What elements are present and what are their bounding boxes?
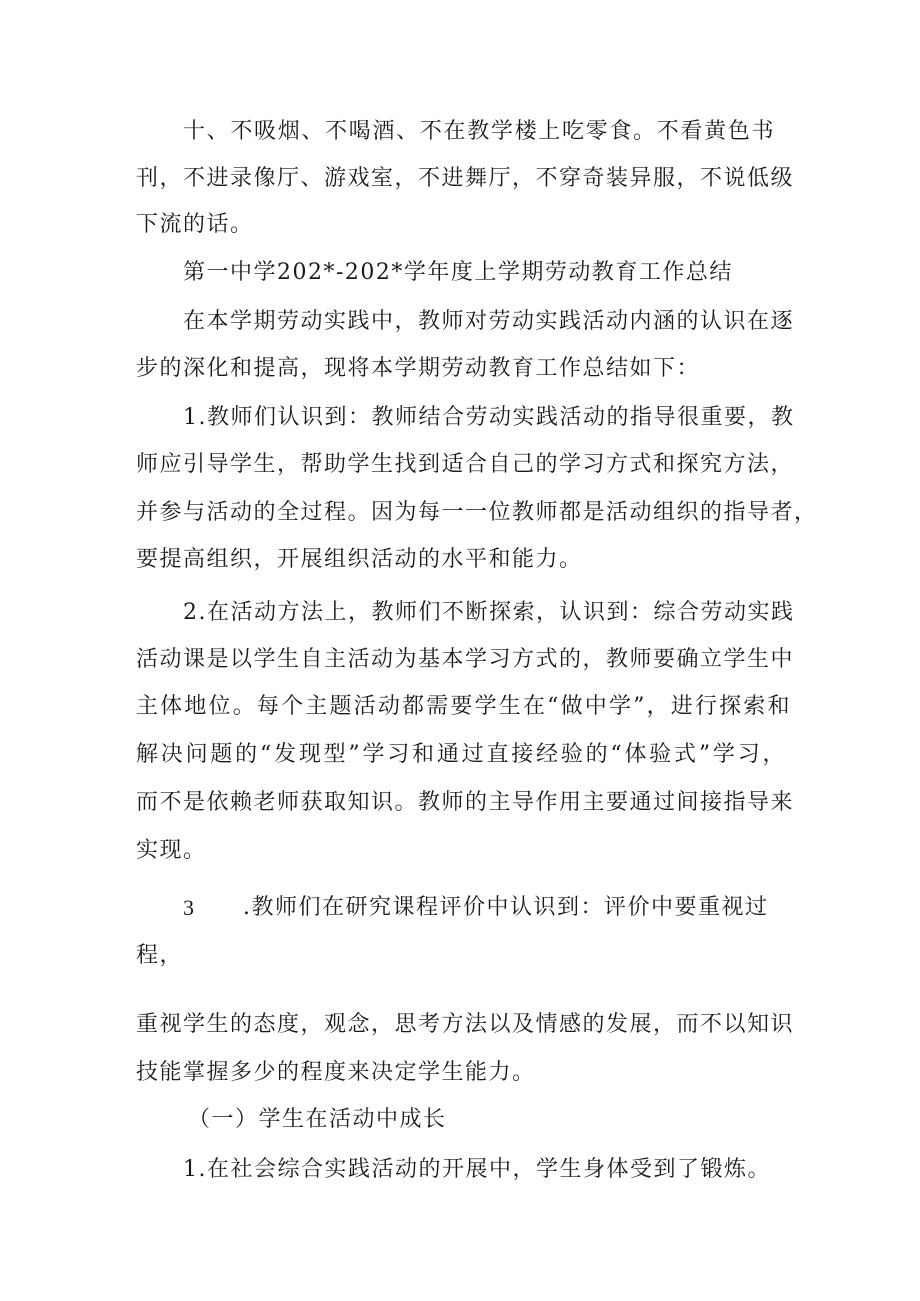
point-2-line-1: 2.在活动方法上，教师们不断探索，认识到：综合劳动实践 xyxy=(183,600,795,625)
point-2-line-3: 主体地位。每个主题活动都需要学生在“做中学”，进行探索和 xyxy=(136,694,791,719)
section-point-1: 1.在社会综合实践活动的开展中，学生身体受到了锻炼。 xyxy=(183,1157,771,1182)
point-2-line-4: 解决问题的“发现型”学习和通过直接经验的“体验式”学习， xyxy=(136,742,786,767)
point-2-line-6: 实现。 xyxy=(136,838,207,863)
paragraph-rule-ten-line-2: 刊，不进录像厅、游戏室，不进舞厅，不穿奇装异服，不说低级 xyxy=(136,166,795,191)
point-3-line-2: 程， xyxy=(136,943,184,968)
point-1-line-3: 并参与活动的全过程。因为每一一位教师都是活动组织的指导者， xyxy=(136,500,818,525)
point-1-line-4: 要提高组织，开展组织活动的水平和能力。 xyxy=(136,547,583,572)
point-2-line-2: 活动课是以学生自主活动为基本学习方式的，教师要确立学生中 xyxy=(136,647,795,672)
point-3-line-4: 技能掌握多少的程度来决定学生能力。 xyxy=(136,1060,536,1085)
point-2-line-5: 而不是依赖老师获取知识。教师的主导作用主要通过间接指导来 xyxy=(136,790,795,815)
point-1-line-1: 1.教师们认识到：教师结合劳动实践活动的指导很重要，教 xyxy=(183,405,795,430)
document-title: 第一中学202*-202*学年度上学期劳动教育工作总结 xyxy=(183,260,733,285)
point-3-number: 3 xyxy=(183,895,196,920)
section-heading-students-grow: （一）学生在活动中成长 xyxy=(188,1107,447,1132)
point-3-line-1: .教师们在研究课程评价中认识到：评价中要重视过 xyxy=(243,895,769,920)
paragraph-rule-ten-line-1: 十、不吸烟、不喝酒、不在教学楼上吃零食。不看黄色书 xyxy=(183,119,775,144)
intro-line-1: 在本学期劳动实践中，教师对劳动实践活动内涵的认识在逐 xyxy=(183,309,795,334)
paragraph-rule-ten-line-3: 下流的话。 xyxy=(136,212,254,237)
point-1-line-2: 师应引导学生，帮助学生找到适合自己的学习方式和探究方法， xyxy=(136,452,795,477)
intro-line-2: 步的深化和提高，现将本学期劳动教育工作总结如下： xyxy=(136,356,701,381)
point-3-line-3: 重视学生的态度，观念，思考方法以及情感的发展，而不以知识 xyxy=(136,1012,795,1037)
